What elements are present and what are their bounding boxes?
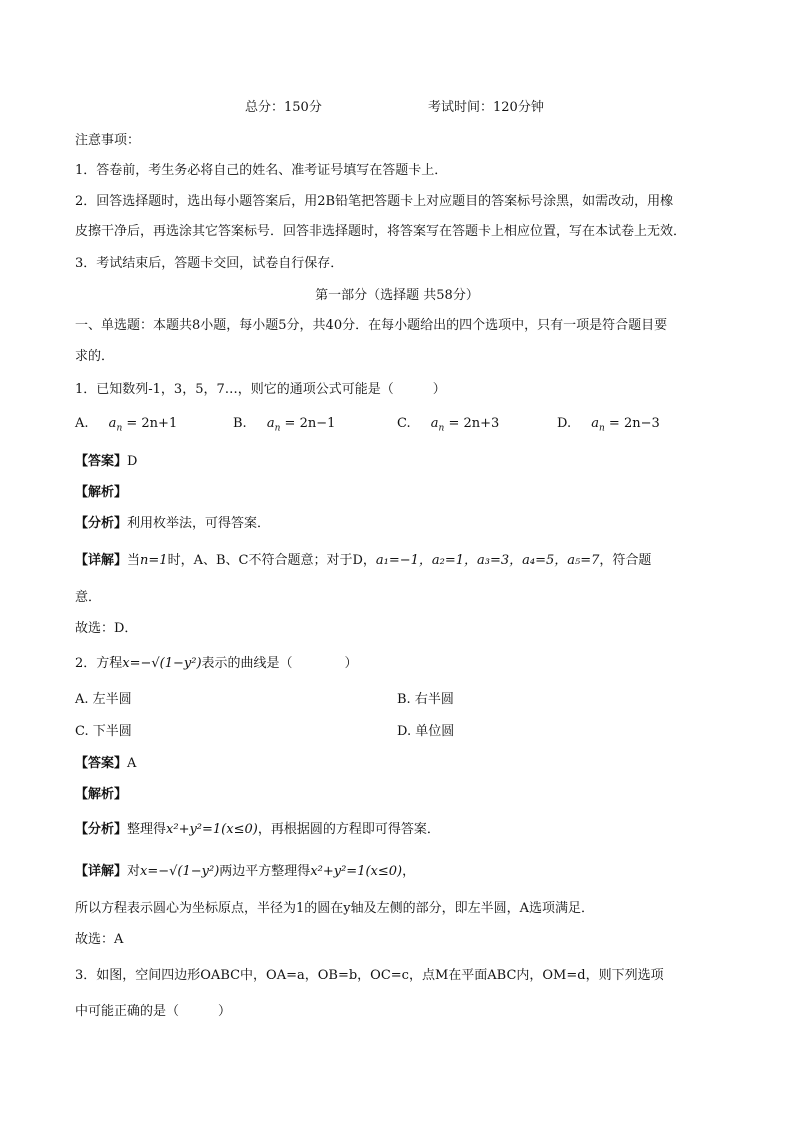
detail-label: 【详解】 bbox=[75, 864, 128, 879]
q1-option-c: C. $a_n = 2n+3$ bbox=[397, 416, 500, 434]
fenxi-text: 整理得 bbox=[127, 822, 167, 837]
option-text: 左半圆 bbox=[92, 692, 132, 707]
option-expr: 2n−1 bbox=[299, 416, 336, 431]
option-text: 单位圆 bbox=[415, 724, 455, 739]
analysis-label: 【解析】 bbox=[75, 485, 128, 500]
q2-option-b bbox=[397, 690, 454, 710]
q1-option-a: A. $a_n = 2n+1$ bbox=[75, 416, 178, 434]
option-text: 下半圆 bbox=[92, 724, 132, 739]
section-instructions-cont: 求的． bbox=[75, 349, 115, 364]
fenxi-label: 【分析】 bbox=[75, 516, 128, 531]
q3-stem: 3．如图，空间四边形OABC中，OA=a，OB=b，OC=c，点M在平面ABC内，OM=d，则下列选项 bbox=[75, 968, 664, 983]
detail-text: 两边平方整理得 bbox=[219, 864, 311, 879]
detail-text: 时，A、B、C不符合题意；对于D， bbox=[167, 553, 376, 568]
section-instructions: 一、单选题：本题共8小题，每小题5分，共40分．在每小题给出的四个选项中，只有一项是符合题目要 bbox=[75, 318, 668, 333]
q2-detail-cont: 所以方程表示圆心为坐标原点，半径为1的圆在y轴及左侧的部分，即左半圆，A选项满足． bbox=[75, 901, 595, 916]
math-expr: a₁=−1，a₂=1，a₃=3，a₄=5，a₅=7 bbox=[375, 553, 600, 568]
math-expr: x=−√(1−y²) bbox=[140, 864, 220, 879]
answer-label: 【答案】 bbox=[75, 756, 128, 771]
q2-conclusion: 故选：A bbox=[75, 932, 124, 947]
math-expr: n=1 bbox=[140, 553, 168, 568]
option-expr: 2n+3 bbox=[463, 416, 500, 431]
q2-detail bbox=[75, 862, 415, 882]
q1-detail bbox=[75, 551, 651, 571]
option-letter: D. bbox=[557, 416, 572, 431]
q2-fenxi bbox=[75, 820, 440, 840]
q2-option-a bbox=[75, 690, 132, 710]
notice-title: 注意事项： bbox=[75, 133, 141, 148]
fenxi-text: ，再根据圆的方程即可得答案． bbox=[257, 822, 440, 837]
q1-answer bbox=[75, 452, 137, 472]
notice-item-2: 2．回答选择题时，选出每小题答案后，用2B铅笔把答题卡上对应题目的答案标号涂黑，如需改动，用橡 bbox=[75, 194, 674, 209]
option-letter: A. bbox=[75, 416, 89, 431]
option-expr: 2n−3 bbox=[623, 416, 660, 431]
option-letter: D. bbox=[397, 724, 412, 739]
answer-value: A bbox=[127, 756, 137, 771]
answer-label: 【答案】 bbox=[75, 454, 128, 469]
math-expr: x²+y²=1(x≤0) bbox=[166, 822, 258, 837]
total-score: 总分：150分 bbox=[245, 100, 322, 115]
part-title: 第一部分（选择题 共58分） bbox=[315, 288, 479, 303]
option-letter: C. bbox=[75, 724, 89, 739]
option-letter: B. bbox=[397, 692, 411, 707]
q2-stem bbox=[75, 654, 358, 674]
detail-text: ，符合题 bbox=[599, 553, 652, 568]
q1-fenxi bbox=[75, 514, 270, 534]
detail-text: 当 bbox=[127, 553, 141, 568]
detail-text: ， bbox=[402, 864, 416, 879]
stem-text: 表示的曲线是（ ） bbox=[201, 656, 358, 671]
q2-analysis bbox=[75, 785, 127, 805]
notice-item-3: 3．考试结束后，答题卡交回，试卷自行保存． bbox=[75, 256, 344, 271]
stem-text: 2．方程 bbox=[75, 656, 123, 671]
option-letter: A. bbox=[75, 692, 89, 707]
notice-item-1: 1．答卷前，考生务必将自己的姓名、准考证号填写在答题卡上． bbox=[75, 163, 448, 178]
q1-conclusion: 故选：D． bbox=[75, 621, 138, 636]
q2-option-c bbox=[75, 722, 132, 742]
q1-stem: 1．已知数列-1，3，5，7…，则它的通项公式可能是（ ） bbox=[75, 382, 446, 397]
q1-detail-cont: 意． bbox=[75, 590, 102, 605]
q2-option-d bbox=[397, 722, 454, 742]
option-letter: C. bbox=[397, 416, 411, 431]
option-letter: B. bbox=[233, 416, 247, 431]
math-expr: x²+y²=1(x≤0) bbox=[310, 864, 403, 879]
detail-label: 【详解】 bbox=[75, 553, 128, 568]
q1-analysis bbox=[75, 483, 127, 503]
fenxi-label: 【分析】 bbox=[75, 822, 128, 837]
answer-value: D bbox=[127, 454, 138, 469]
detail-text: 对 bbox=[127, 864, 141, 879]
math-expr: x=−√(1−y²) bbox=[122, 656, 202, 671]
analysis-label: 【解析】 bbox=[75, 787, 128, 802]
fenxi-text: 利用枚举法，可得答案． bbox=[127, 516, 271, 531]
q1-option-d: D. $a_n = 2n-3$ bbox=[557, 416, 660, 434]
notice-item-2-cont: 皮擦干净后，再选涂其它答案标号．回答非选择题时，将答案写在答题卡上相应位置，写在本试卷上无效． bbox=[75, 224, 687, 239]
q2-answer bbox=[75, 754, 136, 774]
option-text: 右半圆 bbox=[414, 692, 454, 707]
q1-option-b: B. $a_n = 2n-1$ bbox=[233, 416, 336, 434]
exam-time: 考试时间：120分钟 bbox=[428, 100, 544, 115]
option-expr: 2n+1 bbox=[141, 416, 178, 431]
q3-stem-cont: 中可能正确的是（ ） bbox=[75, 1004, 232, 1019]
